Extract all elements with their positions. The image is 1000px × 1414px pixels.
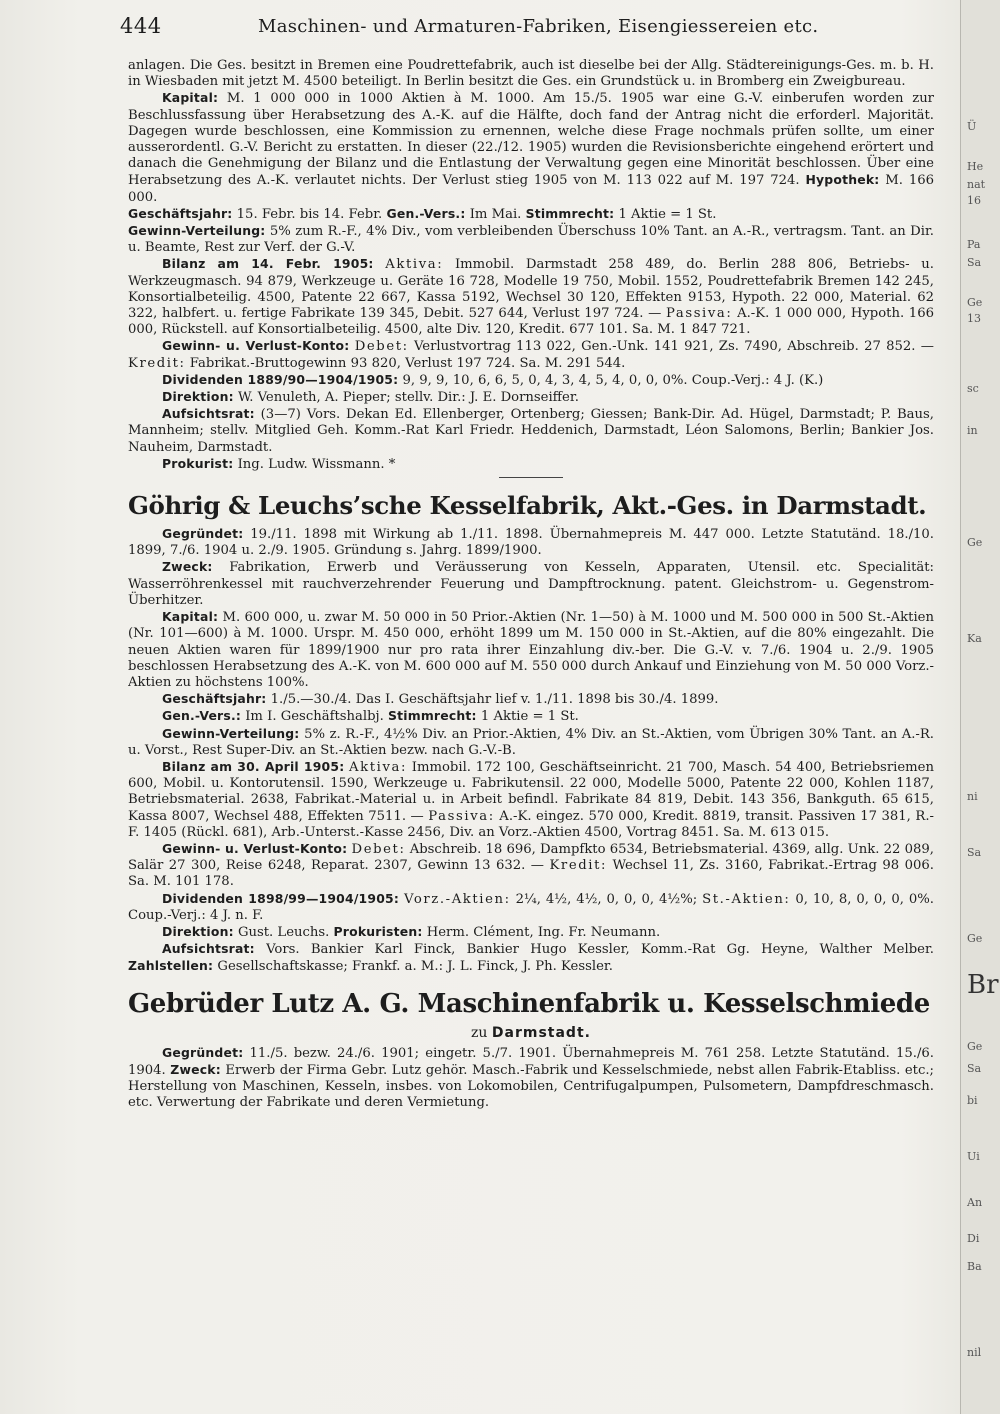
guv-debet: Abschreib. 18 696, Dampfkto 6534, Betriebsmaterial. 4369, allg. Unk. 22 089, Salär 27 300, Reise 6248, Reparat. 2307, Gewinn 13 632. — <box>128 841 934 874</box>
heading-sub-prefix: zu <box>471 1024 488 1041</box>
company-heading: Göhrig & Leuchs’sche Kesselfabrik, Akt.-Ges. in Darmstadt. <box>128 491 927 521</box>
prokurist-label: Prokurist: <box>162 455 234 471</box>
kapital-paragraph <box>128 90 934 205</box>
gutter-fragment: Sa <box>967 846 982 859</box>
gutter-fragment: Ka <box>967 632 982 645</box>
gegruendet-paragraph <box>128 1045 934 1112</box>
company-heading: Gebrüder Lutz A. G. Maschinenfabrik u. Kesselschmiede <box>128 988 930 1019</box>
vorz-word: Vorz.-Aktien: <box>403 891 511 907</box>
gegruendet-paragraph <box>128 526 934 559</box>
guv-paragraph <box>128 338 934 371</box>
zahlstellen-text: Gesellschaftskasse; Frankf. a. M.: J. L. Finck, J. Ph. Kessler. <box>217 959 613 975</box>
debet-word: Debet: <box>354 339 409 355</box>
dividenden-paragraph <box>128 372 934 389</box>
st-word: St.-Aktien: <box>702 891 791 907</box>
genvers-text: Im Mai. <box>469 206 522 222</box>
bilanz-label: Bilanz am 14. Febr. 1905: <box>162 256 374 272</box>
running-title: Maschinen- und Armaturen-Fabriken, Eisengiessereien etc. <box>258 16 819 37</box>
entry-gebrueder-lutz <box>128 986 934 1112</box>
gutter-fragment: He <box>967 160 984 173</box>
direktion-label: Direktion: <box>162 923 234 939</box>
prokuristen-text: Herm. Clément, Ing. Fr. Neumann. <box>426 924 661 940</box>
gewinnverteilung-label: Gewinn-Verteilung: <box>128 223 266 239</box>
gutter-fragment: Ge <box>967 536 983 549</box>
direktion-label: Direktion: <box>162 389 234 405</box>
aufsichtsrat-paragraph <box>128 406 934 456</box>
aufsichtsrat-text: Vors. Bankier Karl Finck, Bankier Hugo Kessler, Komm.-Rat Gg. Heyne, Walther Melber. <box>266 942 934 958</box>
direktion-paragraph <box>128 924 934 941</box>
entry-intro: anlagen. Die Ges. besitzt in Bremen eine Poudrettefabrik, auch ist dieselbe bei der Allg. Städtereinigungs-Ges. m. b. H. in Wiesbaden mit jetzt M. 4500 beteiligt. In Berlin besitzt die Ges. ein Grundstück u. in Bromberg ein Zweigbureau. <box>128 58 934 90</box>
zweck-label: Zweck: <box>170 1061 221 1077</box>
direktion-paragraph <box>128 389 934 406</box>
geschaeftsjahr-text: 1./5.—30./4. Das I. Geschäftsjahr lief v. 1./11. 1898 bis 30./4. 1899. <box>270 692 719 708</box>
gutter-fragment: Di <box>967 1232 980 1245</box>
zweck-text: Erwerb der Firma Gebr. Lutz gehör. Masch.-Fabrik und Kesselschmiede, nebst allen Fabrik-Etabliss. etc.; Herstellung von Maschinen, Kesseln, insbes. von Lokomobilen, Centrifugalpumpen, Pulsometern, Dampfdreschmasch. etc. Verwertung der Fabrikate und deren Vermietung. <box>128 1062 934 1111</box>
direktion-text: W. Venuleth, A. Pieper; stellv. Dir.: J. E. Dornseiffer. <box>237 390 579 406</box>
gutter-fragment: ni <box>967 790 978 803</box>
gutter-fragment: Sa <box>967 1062 982 1075</box>
gutter-fragment: Br <box>967 970 999 1000</box>
gutter-fragment: Ge <box>967 932 983 945</box>
aufsichtsrat-label: Aufsichtsrat: <box>162 406 255 422</box>
gutter-fragment: sc <box>967 382 979 395</box>
hypothek-text: M. 166 000. <box>128 173 934 205</box>
bilanz-aktiva: Immobil. 172 100, Geschäftseinricht. 21 700, Masch. 54 400, Betriebsriemen 600, Mobil. u. Kontorutensil. 1590, Werkzeuge u. Fabrikutensil. 22 000, Modelle 5000, Patente 22 000, Kohlen 1187, Betriebsmaterial. 2638, Fabrikat.-Material u. in Arbeit befindl. Fabrikate 84 819, Debit. 143 356, Bankguth. 65 615, Kassa 8007, Wechsel 488, Effekten 7511. — <box>128 759 934 824</box>
kapital-text: M. 1 000 000 in 1000 Aktien à M. 1000. Am 15./5. 1905 war eine G.-V. einberufen worden zur Beschlussfassung über Herabsetzung des A.-K. auf die Hälfte, doch fand der Antrag nicht die erforderl. Majorität. Dagegen wurde beschlossen, eine Kommission zu ernennen, welche diese Frage nochmals prüfen sollte, um einer ausserordentl. G.-V. Bericht zu erstatten. In dieser (22./12. 1905) wurden die Revisionsberichte eingehend erörtert und danach die Genehmigung der Bilanz und die Entlastung der Verwaltung gegen eine Minorität beschlossen. Über eine Herabsetzung des A.-K. verlautet nichts. Der Verlust stieg 1905 von M. 113 022 auf M. 197 724. <box>128 91 934 189</box>
geschaeftsjahr-label: Geschäftsjahr: <box>128 205 233 221</box>
aufsichtsrat-text: (3—7) Vors. Dekan Ed. Ellenberger, Ortenberg; Giessen; Bank-Dir. Ad. Hügel, Darmstadt; P. Baus, Mannheim; stellv. Mitglied Geh. Komm.-Rat Karl Friedr. Heddenich, Darmstadt, Léon Salomons, Berlin; Bankier Jos. Nauheim, Darmstadt. <box>128 407 934 455</box>
dividenden-vorz: 2¼, 4½, 4½, 0, 0, 0, 4½%; <box>515 891 698 907</box>
heading-subline <box>128 1024 934 1042</box>
prokuristen-label: Prokuristen: <box>333 923 423 939</box>
gegruendet-label: Gegründet: <box>162 526 244 542</box>
meta-paragraph <box>128 708 934 725</box>
gutter-fragment: Sa <box>967 256 982 269</box>
direktion-text: Gust. Leuchs. <box>237 924 330 940</box>
entry-divider <box>499 477 563 478</box>
text-column <box>128 58 934 1408</box>
gutter-fragment: Ü <box>967 120 977 133</box>
page-header <box>120 14 820 44</box>
prokurist-paragraph <box>128 456 934 473</box>
gutter-fragment: in <box>967 424 978 437</box>
bilanz-passiva: A.-K. 1 000 000, Hypoth. 166 000, Rückstell. auf Konsortialbeteilig. 4500, alte Div. 120, Kredit. 677 101. Sa. M. 1 847 721. <box>128 306 934 338</box>
gutter-fragment: bi <box>967 1094 978 1107</box>
kapital-paragraph <box>128 609 934 691</box>
aktiva-word: Aktiva: <box>349 759 408 775</box>
gutter-fragment: An <box>967 1196 983 1209</box>
bilanz-aktiva: Immobil. Darmstadt 258 489, do. Berlin 288 806, Betriebs- u. Werkzeugmasch. 94 879, Werkzeuge u. Geräte 16 728, Modelle 19 750, Mobil. 1552, Poudrettefabrik Bremen 142 245, Konsortialbeteilig. 4500, Patente 22 667, Kassa 5192, Wechsel 30 120, Effekten 9153, Hypoth. 22 000, Material. 62 322, halbfert. u. fertige Fabrikate 139 345, Debit. 527 644, Verlust 197 724. — <box>128 257 934 322</box>
guv-paragraph <box>128 841 934 891</box>
dividenden-label: Dividenden 1889/90—1904/1905: <box>162 371 399 387</box>
geschaeftsjahr-text: 15. Febr. bis 14. Febr. <box>236 206 383 222</box>
gutter-fragment: 16 <box>967 194 981 207</box>
geschaeftsjahr-paragraph <box>128 691 934 708</box>
meta-paragraph <box>128 206 934 223</box>
adjacent-page-gutter <box>960 0 1000 1414</box>
hypothek-label: Hypothek: <box>805 172 880 188</box>
zahlstellen-label: Zahlstellen: <box>128 958 214 974</box>
kredit-word: Kredit: <box>128 355 186 371</box>
gutter-fragment: 13 <box>967 312 981 325</box>
genvers-text: Im I. Geschäftshalbj. <box>245 709 384 725</box>
entry-continued <box>128 58 934 478</box>
gewinnverteilung-paragraph <box>128 223 934 256</box>
entry-goehrig-leuchs <box>128 488 934 975</box>
zweck-label: Zweck: <box>162 559 213 575</box>
bilanz-label: Bilanz am 30. April 1905: <box>162 758 345 774</box>
gegruendet-text: 11./5. bezw. 24./6. 1901; eingetr. 5./7. 1901. Übernahmepreis M. 761 258. Letzte Statutänd. 15./6. 1904. <box>128 1045 934 1078</box>
genvers-label: Gen.-Vers.: <box>162 708 242 724</box>
heading-sub-city: Darmstadt. <box>491 1024 591 1041</box>
geschaeftsjahr-label: Geschäftsjahr: <box>162 691 267 707</box>
dividenden-st: 0, 10, 8, 0, 0, 0, 0%. Coup.-Verj.: 4 J. n. F. <box>128 891 934 923</box>
gegruendet-label: Gegründet: <box>162 1044 244 1060</box>
kredit-word: Kredit: <box>549 858 608 874</box>
aufsichtsrat-paragraph <box>128 941 934 975</box>
dividenden-paragraph <box>128 891 934 924</box>
page-number: 444 <box>120 14 162 38</box>
dividenden-text: 9, 9, 9, 10, 6, 6, 5, 0, 4, 3, 4, 5, 4, 0, 0, 0%. Coup.-Verj.: 4 J. (K.) <box>402 372 824 388</box>
gutter-fragment: Ge <box>967 296 983 309</box>
gutter-fragment: Ba <box>967 1260 982 1273</box>
prokurist-text: Ing. Ludw. Wissmann. * <box>237 456 396 472</box>
bilanz-passiva: A.-K. eingez. 570 000, Kredit. 8819, transit. Passiven 17 381, R.-F. 1405 (Rückl. 681), Arb.-Unterst.-Kasse 2456, Div. an Vorz.-Aktien 4500, Vortrag 8451. Sa. M. 613 015. <box>128 808 934 840</box>
guv-label: Gewinn- u. Verlust-Konto: <box>162 840 348 856</box>
passiva-word: Passiva: <box>665 306 733 322</box>
aufsichtsrat-label: Aufsichtsrat: <box>162 941 255 957</box>
gewinnverteilung-text: 5% zum R.-F., 4% Div., vom verbleibenden Überschuss 10% Tant. an A.-R., vertragsm. Tant. an Dir. u. Beamte, Rest zur Verf. der G.-V. <box>128 224 934 256</box>
zweck-text: Fabrikation, Erwerb und Veräusserung von Kesseln, Apparaten, Utensil. etc. Specialität: Wasserröhrenkessel mit rauchverzehrender Feuerung und Dampftrocknung. patent. Gleichstrom- u. Gegenstrom-Überhitzer. <box>128 560 934 608</box>
bilanz-paragraph <box>128 256 934 338</box>
gutter-fragment: nil <box>967 1346 982 1359</box>
passiva-word: Passiva: <box>428 808 495 824</box>
gutter-fragment: Pa <box>967 238 981 251</box>
zweck-paragraph <box>128 559 934 609</box>
stimmrecht-text: 1 Aktie = 1 St. <box>618 206 717 222</box>
stimmrecht-label: Stimmrecht: <box>525 205 615 221</box>
guv-debet: Verlustvortrag 113 022, Gen.-Unk. 141 921, Zs. 7490, Abschreib. 27 852. — <box>413 339 934 355</box>
guv-kredit: Wechsel 11, Zs. 3160, Fabrikat.-Ertrag 98 006. Sa. M. 101 178. <box>128 858 934 890</box>
gewinnverteilung-text: 5% z. R.-F., 4½% Div. an Prior.-Aktien, 4% Div. an St.-Aktien, vom Übrigen 30% Tant. an A.-R. u. Vorst., Rest Super-Div. an St.-Aktien bezw. nach G.-V.-B. <box>128 726 934 758</box>
dividenden-label: Dividenden 1898/99—1904/1905: <box>162 890 399 906</box>
kapital-text: M. 600 000, u. zwar M. 50 000 in 50 Prior.-Aktien (Nr. 1—50) à M. 1000 und M. 500 000 in 500 St.-Aktien (Nr. 101—600) à M. 1000. Urspr. M. 450 000, erhöht 1899 um M. 150 000 in St.-Aktien, auf die 80% eingezahlt. Die neuen Aktien waren für 1899/1900 nur pro rata ihrer Einzahlung div.-ber. Die G.-V. v. 7./6. 1904 u. 2./9. 1905 beschlossen Herabsetzung des A.-K. von M. 600 000 auf M. 550 000 durch Ankauf und Einziehung von M. 50 000 Vorz.-Aktien zu höchstens 100%. <box>128 610 934 690</box>
guv-kredit: Fabrikat.-Bruttogewinn 93 820, Verlust 197 724. Sa. M. 291 544. <box>189 355 626 371</box>
gutter-fragment: nat <box>967 178 986 191</box>
gewinnverteilung-label: Gewinn-Verteilung: <box>162 725 300 741</box>
guv-label: Gewinn- u. Verlust-Konto: <box>162 338 350 354</box>
gutter-fragment: Ge <box>967 1040 983 1053</box>
gewinnverteilung-paragraph <box>128 726 934 759</box>
gutter-fragment: Ui <box>967 1150 980 1163</box>
debet-word: Debet: <box>351 841 406 857</box>
stimmrecht-text: 1 Aktie = 1 St. <box>480 709 579 725</box>
aktiva-word: Aktiva: <box>385 257 444 273</box>
bilanz-paragraph <box>128 759 934 841</box>
genvers-label: Gen.-Vers.: <box>386 205 466 221</box>
stimmrecht-label: Stimmrecht: <box>388 708 477 724</box>
gegruendet-text: 19./11. 1898 mit Wirkung ab 1./11. 1898. Übernahmepreis M. 447 000. Letzte Statutänd. 18./10. 1899, 7./6. 1904 u. 2./9. 1905. Gründung s. Jahrg. 1899/1900. <box>128 527 934 559</box>
kapital-label: Kapital: <box>162 609 219 625</box>
kapital-label: Kapital: <box>162 90 219 106</box>
